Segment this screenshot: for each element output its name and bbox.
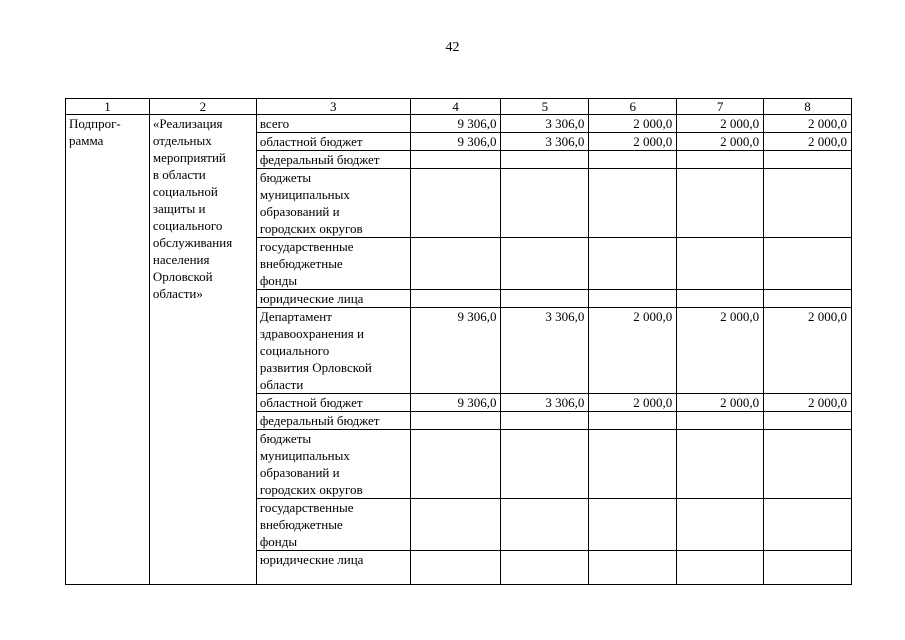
value-cell: 3 306,0	[501, 308, 589, 394]
item-title-line: социальной	[152, 184, 218, 199]
item-title-line: обслуживания	[152, 235, 233, 250]
funding-source-line: областной бюджет	[259, 395, 363, 410]
value-cell	[764, 499, 852, 551]
value-cell	[501, 499, 589, 551]
value-cell	[410, 151, 501, 169]
value-cell	[410, 499, 501, 551]
value-cell: 3 306,0	[501, 133, 589, 151]
value-cell: 2 000,0	[764, 133, 852, 151]
funding-source-line: государственные	[259, 500, 354, 515]
item-title-line: области»	[152, 286, 203, 301]
funding-source-cell	[256, 169, 410, 238]
value-cell: 2 000,0	[764, 308, 852, 394]
value-cell	[410, 290, 501, 308]
value-cell	[410, 430, 501, 499]
value-cell	[589, 169, 677, 238]
value-cell: 9 306,0	[410, 394, 501, 412]
value-cell	[589, 151, 677, 169]
value-cell	[764, 169, 852, 238]
funding-source-cell	[256, 430, 410, 499]
funding-source-line: внебюджетные	[259, 517, 343, 532]
funding-source-line: федеральный бюджет	[259, 413, 380, 428]
header-cell: 5	[501, 99, 589, 115]
header-cell: 7	[677, 99, 764, 115]
value-cell: 3 306,0	[501, 115, 589, 133]
value-cell	[589, 412, 677, 430]
value-cell	[501, 412, 589, 430]
value-cell: 2 000,0	[589, 115, 677, 133]
funding-source-line: здравоохранения и	[259, 326, 364, 341]
value-cell	[677, 430, 764, 499]
value-cell	[677, 551, 764, 585]
funding-source-line: развития Орловской	[259, 360, 372, 375]
value-cell	[764, 412, 852, 430]
value-cell	[589, 290, 677, 308]
value-cell: 2 000,0	[764, 394, 852, 412]
funding-source-cell	[256, 412, 410, 430]
header-cell: 3	[256, 99, 410, 115]
value-cell	[501, 169, 589, 238]
value-cell	[589, 499, 677, 551]
funding-source-line: юридические лица	[259, 552, 364, 567]
value-cell: 2 000,0	[677, 115, 764, 133]
funding-source-line: городских округов	[259, 221, 363, 236]
value-cell: 2 000,0	[589, 308, 677, 394]
funding-source-cell	[256, 551, 410, 585]
value-cell: 2 000,0	[764, 115, 852, 133]
item-title-line: социального	[152, 218, 223, 233]
funding-source-line: образований и	[259, 465, 340, 480]
value-cell	[677, 238, 764, 290]
value-cell	[410, 238, 501, 290]
header-cell: 2	[149, 99, 256, 115]
value-cell	[764, 290, 852, 308]
value-cell	[410, 169, 501, 238]
value-cell	[677, 290, 764, 308]
funding-source-line: муниципальных	[259, 448, 350, 463]
header-row	[66, 99, 852, 115]
funding-source-line: внебюджетные	[259, 256, 343, 271]
value-cell: 9 306,0	[410, 133, 501, 151]
funding-source-line: юридические лица	[259, 291, 364, 306]
item-title-line: мероприятий	[152, 150, 226, 165]
funding-source-cell	[256, 308, 410, 394]
value-cell	[589, 551, 677, 585]
header-cell: 8	[764, 99, 852, 115]
value-cell	[589, 238, 677, 290]
item-type-line: рамма	[69, 133, 104, 148]
value-cell	[764, 430, 852, 499]
item-title-line: населения	[152, 252, 210, 267]
value-cell	[501, 238, 589, 290]
funding-source-line: бюджеты	[259, 431, 312, 446]
funding-source-line: Департамент	[259, 309, 332, 324]
funding-source-line: фонды	[259, 534, 298, 549]
funding-source-line: федеральный бюджет	[259, 152, 380, 167]
funding-source-line: области	[259, 377, 304, 392]
header-cell: 1	[66, 99, 150, 115]
value-cell: 2 000,0	[677, 308, 764, 394]
value-cell	[410, 551, 501, 585]
value-cell	[501, 430, 589, 499]
funding-source-line: всего	[259, 116, 290, 131]
funding-source-line: областной бюджет	[259, 134, 363, 149]
value-cell: 3 306,0	[501, 394, 589, 412]
item-title-line: отдельных	[152, 133, 212, 148]
item-type-cell	[66, 115, 150, 585]
item-title-cell	[149, 115, 256, 585]
value-cell	[677, 169, 764, 238]
funding-source-line: социального	[259, 343, 330, 358]
funding-source-cell	[256, 115, 410, 133]
funding-source-line: фонды	[259, 273, 298, 288]
item-type-line: Подпрог-	[69, 116, 121, 131]
table-row	[66, 115, 852, 133]
value-cell	[410, 412, 501, 430]
value-cell	[501, 151, 589, 169]
value-cell	[677, 151, 764, 169]
value-cell: 2 000,0	[589, 133, 677, 151]
funding-source-line: государственные	[259, 239, 354, 254]
item-title-line: в области	[152, 167, 206, 182]
value-cell: 2 000,0	[677, 133, 764, 151]
header-cell: 6	[589, 99, 677, 115]
funding-source-cell	[256, 394, 410, 412]
budget-table	[65, 98, 852, 585]
funding-source-line: образований и	[259, 204, 340, 219]
funding-source-cell	[256, 151, 410, 169]
funding-source-line: городских округов	[259, 482, 363, 497]
value-cell: 9 306,0	[410, 308, 501, 394]
value-cell	[589, 430, 677, 499]
value-cell: 2 000,0	[677, 394, 764, 412]
value-cell	[677, 412, 764, 430]
value-cell: 9 306,0	[410, 115, 501, 133]
value-cell	[501, 551, 589, 585]
value-cell	[677, 499, 764, 551]
value-cell	[764, 551, 852, 585]
header-cell: 4	[410, 99, 501, 115]
funding-source-cell	[256, 290, 410, 308]
value-cell	[501, 290, 589, 308]
value-cell: 2 000,0	[589, 394, 677, 412]
funding-source-cell	[256, 238, 410, 290]
value-cell	[764, 238, 852, 290]
item-title-line: защиты и	[152, 201, 206, 216]
item-title-line: «Реализация	[152, 116, 223, 131]
item-title-line: Орловской	[152, 269, 213, 284]
funding-source-line: муниципальных	[259, 187, 350, 202]
funding-source-cell	[256, 133, 410, 151]
funding-source-cell	[256, 499, 410, 551]
value-cell	[764, 151, 852, 169]
funding-source-line: бюджеты	[259, 170, 312, 185]
page-number: 42	[445, 40, 460, 55]
